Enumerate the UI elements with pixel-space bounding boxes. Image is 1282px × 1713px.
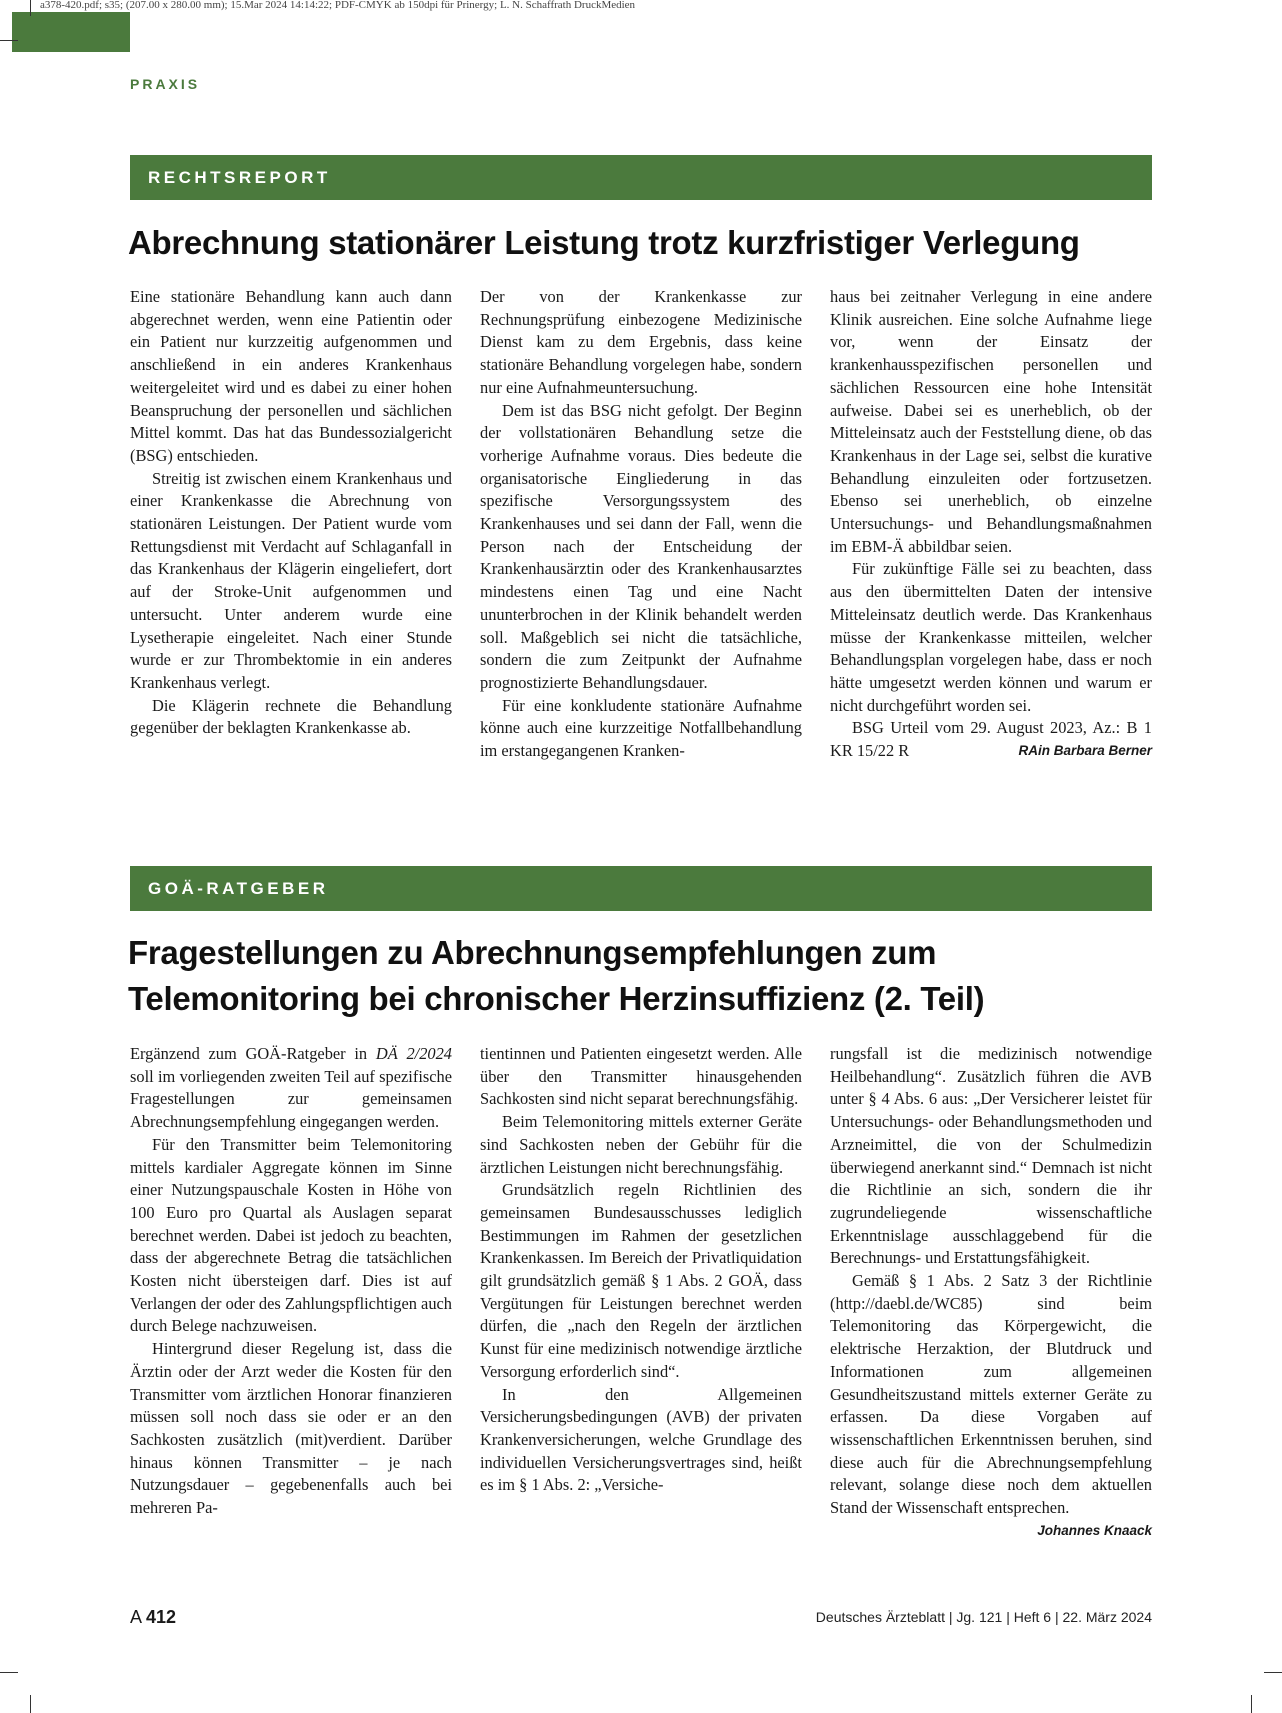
paragraph: Dem ist das BSG nicht gefolgt. Der Beginn der vollstationären Behandlung setze die vorherige Aufnahme voraus. Dies bedeute die organisatorische Eingliederung in das spezifische Versorgungssystem des Krankenhauses und sei dann der Fall, wenn die Person nach der Entscheidung der Krankenhausärztin oder des Krankenhausarztes mindestens einen Tag und eine Nacht ununterbrochen in der Klinik behandelt werden soll. Maßgeblich sei nicht die tatsächliche, sondern die zum Zeitpunkt der Aufnahme prognostizierte Behandlungsdauer.: [480, 400, 802, 692]
rechtsreport-banner: RECHTSREPORT: [130, 155, 1152, 200]
article1-column-3: [830, 286, 1152, 763]
paragraph: rungsfall ist die medizinisch notwendige Heilbehandlung“. Zusätzlich führen die AVB unter § 4 Abs. 6 aus: „Der Versicherer leistet für Untersuchungs- oder Behandlungsmethoden und Arzneimittel, die von der Schulmedizin überwiegend anerkannt sind.“ Demnach ist nicht die Richtlinie an sich, sondern die ihr zugrundeliegende wissenschaftliche Erkenntnislage ausschlaggebend für die Berechnungs- und Erstattungsfähigkeit.: [830, 1044, 1152, 1268]
print-slug: a378-420.pdf; s35; (207.00 x 280.00 mm); 15.Mar 2024 14:14:22; PDF-CMYK ab 150dpi für Prinergy; L. N. Schaffrath DruckMedien: [40, 0, 636, 11]
paragraph: tientinnen und Patienten eingesetzt werden. Alle über den Transmitter hinausgehenden Sachkosten sind nicht separat berechnungsfähig.: [480, 1044, 802, 1109]
article1-column-1: [130, 286, 452, 740]
article2-column-2: [480, 1043, 802, 1497]
paragraph: Streitig ist zwischen einem Krankenhaus und einer Krankenkasse die Abrechnung von stationären Leistungen. Der Patient wurde vom Rettungsdienst mit Verdacht auf Schlaganfall in das Krankenhaus der Klägerin eingeliefert, dort auf der Stroke-Unit aufgenommen und untersucht. Unter anderem wurde eine Lysetherapie eingeleitet. Nach einer Stunde wurde er zur Thrombektomie in ein anderes Krankenhaus verlegt.: [130, 468, 452, 692]
article1-column-2: [480, 286, 802, 763]
page-number-value: 412: [146, 1607, 177, 1627]
crop-mark: [30, 0, 31, 16]
paragraph: haus bei zeitnaher Verlegung in eine andere Klinik ausreichen. Eine solche Aufnahme liege vor, wenn der Einsatz der krankenhausspezifischen personellen und sächlichen Ressourcen eine hohe Intensität aufweise. Dabei sei es unerheblich, ob der Mitteleinsatz auch der Feststellung diene, ob das Krankenhaus in der Lage sei, selbst die kurative Behandlung einzuleiten oder fortzusetzen. Ebenso sei unerheblich, ob einzelne Untersuchungs- und Behandlungsmaßnahmen im EBM-Ä abbildbar seien.: [830, 287, 1152, 556]
intro-paragraph: [130, 1043, 452, 1134]
article1-title: Abrechnung stationärer Leistung trotz kurzfristiger Verlegung: [128, 224, 1080, 261]
journal-info: Deutsches Ärzteblatt | Jg. 121 | Heft 6 | 22. März 2024: [815, 1609, 1152, 1625]
crop-mark: [1264, 1672, 1282, 1673]
journal-reference: DÄ 2/2024: [375, 1044, 452, 1063]
paragraph: Eine stationäre Behandlung kann auch dann abgerechnet werden, wenn eine Patientin oder ein Patient nur kurzzeitig aufgenommen und anschließend in ein anderes Krankenhaus weitergeleitet wird und es dabei zu einer hohen Beanspruchung der personellen und sächlichen Mittel kommt. Das hat das Bundessozialgericht (BSG) entschieden.: [130, 287, 452, 465]
author-byline: RAin Barbara Berner: [1018, 743, 1152, 759]
page-prefix: A: [130, 1607, 142, 1627]
paragraph: Grundsätzlich regeln Richtlinien des gemeinsamen Bundesausschusses lediglich Bestimmungen im Rahmen der gesetzlichen Krankenkassen. Im Bereich der Privatliquidation gilt grundsätzlich gemäß § 1 Abs. 2 GOÄ, dass Vergütungen für Leistungen berechnet werden dürfen, die „nach den Regeln der ärztlichen Kunst für eine medizinisch notwendige ärztliche Versorgung erforderlich sind“.: [480, 1180, 802, 1381]
section-label: PRAXIS: [130, 76, 201, 92]
crop-mark: [0, 1672, 18, 1673]
paragraph: Beim Telemonitoring mittels externer Geräte sind Sachkosten neben der Gebühr für die ärztlichen Leistungen nicht berechnungsfähig.: [480, 1112, 802, 1177]
corner-color-tab: [12, 12, 130, 52]
author-byline: Johannes Knaack: [1037, 1522, 1152, 1538]
page-number: [130, 1607, 176, 1628]
crop-mark: [0, 40, 18, 41]
citation: [830, 717, 1152, 762]
crop-mark: [30, 1695, 31, 1713]
paragraph: In den Allgemeinen Versicherungsbedingungen (AVB) der privaten Krankenversicherungen, welche Grundlage des individuellen Versicherungsvertrages sind, heißt es im § 1 Abs. 2: „Versiche-: [480, 1384, 802, 1495]
paragraph: Der von der Krankenkasse zur Rechnungsprüfung einbezogene Medizinische Dienst kam zu dem Ergebnis, dass keine stationäre Behandlung vorgelegen habe, sondern nur eine Aufnahmeuntersuchung.: [480, 287, 802, 397]
crop-mark: [1251, 1695, 1252, 1713]
paragraph: Hintergrund dieser Regelung ist, dass die Ärztin oder der Arzt weder die Kosten für den Transmitter vom ärztlichen Honorar finanzieren müssen soll noch dass sie oder er an den Sachkosten zusätzlich (mit)verdient. Darüber hinaus können Transmitter – je nach Nutzungsdauer – gegebenenfalls auch bei mehreren Pa-: [130, 1339, 452, 1518]
goae-ratgeber-banner: GOÄ-RATGEBER: [130, 866, 1152, 911]
article2-column-3: [830, 1043, 1152, 1542]
article2-title: Fragestellungen zu Abrechnungsempfehlungen zum Telemonitoring bei chronischer Herzinsuffizienz (2. Teil): [128, 934, 985, 1017]
paragraph: Für zukünftige Fälle sei zu beachten, dass aus den übermittelten Daten der intensive Mitteleinsatz deutlich werde. Das Krankenhaus müsse der Krankenkasse mitteilen, welcher Behandlungsplan vorgelegen habe, dass er noch hätte umgesetzt werden können und warum er nicht durchgeführt worden sei.: [830, 559, 1152, 715]
intro-text: soll im vorliegenden zweiten Teil auf spezifische Fragestellungen zur gemeinsamen Abrechnungsempfehlung eingegangen werden.: [130, 1066, 452, 1132]
paragraph: Für eine konkludente stationäre Aufnahme könne auch eine kurzzeitige Notfallbehandlung im erstangegangenen Kranken-: [480, 695, 802, 761]
article2-column-1: [130, 1043, 452, 1520]
paragraph: Die Klägerin rechnete die Behandlung gegenüber der beklagten Krankenkasse ab.: [130, 695, 452, 738]
paragraph: Für den Transmitter beim Telemonitoring mittels kardialer Aggregate können im Sinne einer Nutzungspauschale Kosten in Höhe von 100 Euro pro Quartal als Auslagen separat berechnet werden. Dabei ist jedoch zu beachten, dass der abgerechnete Betrag die tatsächlichen Kosten nicht übersteigen darf. Dies ist auf Verlangen der oder des Zahlungspflichtigen auch durch Belege nachzuweisen.: [130, 1134, 452, 1336]
paragraph: [830, 1270, 1152, 1538]
intro-text: Ergänzend zum GOÄ-Ratgeber in: [130, 1044, 376, 1063]
citation-text: BSG Urteil vom 29. August 2023, Az.: B 1 KR 15/22 R: [830, 718, 1152, 761]
paragraph-text: Gemäß § 1 Abs. 2 Satz 3 der Richtlinie (http://daebl.de/WC85) sind beim Telemonitoring das Körpergewicht, die elektrische Herzaktion, der Blutdruck und Informationen zum allgemeinen Gesundheitszustand mittels externer Geräte zu erfassen. Da diese Vorgaben auf wissenschaftlichen Erkenntnissen beruhen, sind diese auch für die Abrechnungsempfehlung relevant, solange diese noch dem aktuellen Stand der Wissenschaft entsprechen.: [830, 1271, 1152, 1518]
